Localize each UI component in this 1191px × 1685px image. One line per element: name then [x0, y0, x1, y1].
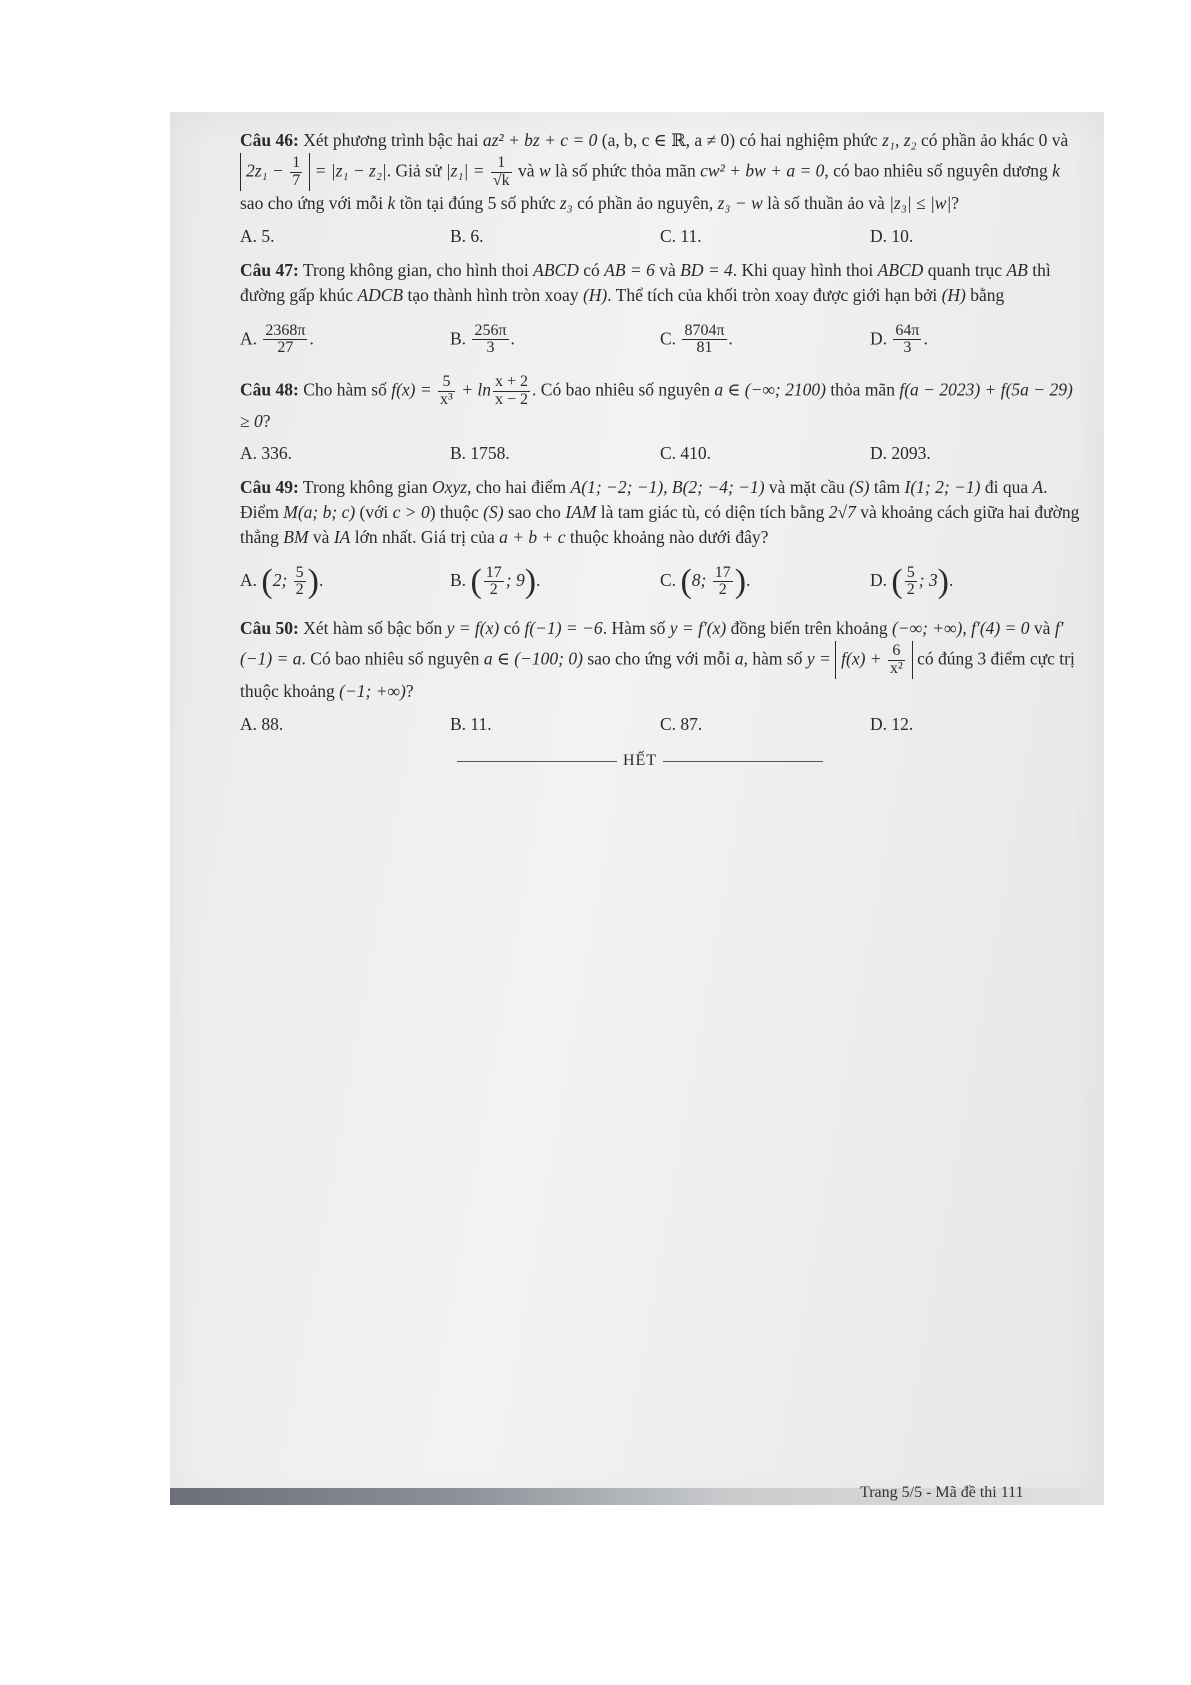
q48-text: Cho hàm số	[298, 379, 392, 400]
q49-text: đi qua	[980, 477, 1033, 498]
q49-option-a[interactable]	[240, 558, 450, 606]
q49-iam: IAM	[565, 502, 597, 523]
frac-den: 2	[906, 581, 915, 599]
frac-num: 6	[888, 643, 905, 661]
interval-left: 8;	[691, 569, 711, 590]
frac-den: 7	[292, 171, 301, 189]
q49-text: . Điểm	[240, 477, 1048, 523]
q47-adcb: ADCB	[357, 285, 404, 306]
q50-text: , hàm số	[743, 648, 807, 669]
q46-equation: az² + bz + c = 0	[482, 130, 598, 150]
q49-center: I(1; 2; −1)	[904, 477, 981, 498]
q46-text: Xét phương trình bậc hai	[303, 130, 483, 150]
q46-text: sao cho ứng với mỗi	[240, 193, 388, 214]
option-label: A.	[240, 327, 258, 348]
q50-text: đồng biến trên khoảng	[726, 617, 892, 638]
q47-text: thì đường gấp khúc	[240, 260, 1051, 306]
interval-right: ; 9	[505, 569, 525, 590]
q46-text: , có bao nhiêu số nguyên dương	[824, 160, 1053, 181]
option-label: D.	[870, 569, 888, 590]
q47-option-c[interactable]	[660, 323, 870, 358]
q46-option-b[interactable]: B. 6.	[450, 225, 484, 246]
question-48-title: Câu 48:	[240, 379, 299, 400]
paren-open: (	[891, 562, 903, 600]
frac-den: √k	[492, 171, 510, 189]
q49-a: A	[1032, 477, 1044, 498]
question-47	[240, 258, 1080, 308]
q50-abs-expression	[835, 641, 913, 680]
q47-a-fraction	[263, 323, 307, 358]
frac-num: 17	[714, 563, 731, 581]
q50-text: có đúng 3 điểm cực trị thuộc khoảng	[240, 648, 1075, 702]
q49-text: và khoảng cách giữa hai đường thẳng	[240, 502, 1080, 548]
q50-text: . Có bao nhiêu số nguyên	[301, 648, 484, 669]
q48-domain: a ∈ (−∞; 2100)	[714, 379, 826, 400]
q50-fprime-4: f′(4) = 0	[971, 617, 1030, 638]
q46-abs-left: 2z₁ −	[246, 160, 289, 181]
paren-close: )	[307, 562, 319, 600]
q50-options	[240, 708, 1080, 740]
q46-abs-z1: |z₁| =	[445, 160, 489, 181]
q49-sphere: (S)	[849, 477, 870, 498]
q50-option-b[interactable]: B. 11.	[450, 713, 492, 734]
q48-option-d[interactable]: D. 2093.	[870, 442, 931, 463]
q46-k: k	[1052, 160, 1060, 181]
paren-close: )	[524, 562, 537, 600]
q50-option-a[interactable]: A. 88.	[240, 713, 284, 734]
option-label: B.	[450, 569, 467, 590]
q50-yfprime: y = f′(x)	[669, 617, 727, 638]
q46-z3: z₃	[559, 193, 573, 214]
q47-option-d[interactable]	[870, 323, 1080, 358]
frac-den: 2	[489, 581, 498, 599]
q49-a-fraction	[294, 565, 306, 600]
q49-c-fraction	[713, 565, 733, 600]
question-50	[240, 616, 1080, 704]
frac-den: 2	[718, 581, 727, 599]
q49-m: M(a; b; c)	[283, 502, 356, 523]
q49-text: lớn nhất. Giá trị của	[350, 527, 500, 548]
q47-ab: AB = 6	[604, 260, 655, 281]
page-footer: Trang 5/5 - Mã đề thi 111	[860, 1484, 1024, 1501]
q46-abs-expression	[240, 153, 310, 192]
q47-options	[240, 312, 1080, 368]
q50-text: có	[499, 617, 525, 638]
option-label: C.	[660, 327, 677, 348]
q48-text: ?	[262, 410, 271, 431]
q50-text: Xét hàm số bậc bốn	[298, 617, 447, 638]
q47-text: . Khi quay hình thoi	[732, 260, 878, 281]
q46-option-a[interactable]: A. 5.	[240, 225, 275, 246]
q49-text: và mặt cầu	[764, 477, 850, 498]
option-dot: .	[923, 327, 928, 348]
q47-text: và	[654, 260, 681, 281]
q49-options	[240, 554, 1080, 610]
q48-ln: + ln	[456, 379, 492, 400]
q46-equation-4: z₃ − w	[717, 193, 763, 214]
end-rule-right	[663, 761, 823, 762]
q49-points: A(1; −2; −1), B(2; −4; −1)	[570, 477, 765, 498]
q49-oxyz: Oxyz	[432, 477, 468, 498]
q46-equation-2: = |z₁ − z₂|	[310, 160, 387, 181]
q46-equation-3: cw² + bw + a = 0	[700, 160, 825, 181]
q47-option-b[interactable]	[450, 323, 660, 358]
q48-ln-fraction	[493, 374, 530, 409]
q50-a: a	[734, 648, 744, 669]
option-dot: .	[309, 327, 314, 348]
option-dot: .	[746, 569, 751, 590]
q49-sum: a + b + c	[499, 527, 566, 548]
q48-fx: f(x) =	[391, 379, 437, 400]
q48-text: thỏa mãn	[825, 379, 900, 400]
frac-num: 1	[292, 153, 301, 171]
paren-close: )	[937, 562, 949, 600]
q46-text: và	[513, 160, 539, 181]
frac-num: 5	[438, 374, 455, 392]
q46-options	[240, 220, 1080, 252]
q47-text: tạo thành hình tròn xoay	[403, 285, 583, 306]
q46-text: có phần ảo nguyên,	[572, 193, 718, 214]
q46-equation-5: |z₃| ≤ |w|	[889, 193, 952, 214]
q50-option-c[interactable]: C. 87.	[660, 713, 703, 734]
q47-abcd: ABCD	[877, 260, 924, 281]
paren-open: (	[470, 562, 482, 600]
frac-den: 2	[295, 581, 304, 599]
question-46-title: Câu 46:	[240, 130, 299, 150]
q48-inequality: f(a − 2023) + f(5a − 29) ≥ 0	[240, 379, 1073, 431]
interval-right: ; 3	[918, 569, 938, 590]
q49-bm: BM	[283, 527, 309, 548]
q50-y: y =	[806, 648, 836, 669]
q48-text: . Có bao nhiêu số nguyên	[532, 379, 715, 400]
question-49-title: Câu 49:	[240, 477, 299, 498]
q50-fraction-6-x2	[888, 643, 905, 678]
paren-open: (	[261, 562, 273, 600]
end-rule-left	[457, 761, 617, 762]
option-dot: .	[728, 327, 733, 348]
q46-k: k	[387, 193, 396, 214]
question-50-title: Câu 50:	[240, 617, 299, 638]
q47-text: quanh trục	[923, 260, 1007, 281]
frac-num: 5	[906, 563, 915, 581]
q50-a-domain: a ∈ (−100; 0)	[483, 648, 583, 669]
q49-option-b[interactable]	[450, 558, 660, 606]
q47-abcd: ABCD	[533, 260, 579, 281]
frac-den: x³	[440, 390, 453, 408]
q47-d-fraction	[893, 323, 921, 358]
question-46	[240, 128, 1080, 216]
q46-option-c[interactable]: C. 11.	[660, 225, 702, 246]
q46-text: . Giả sử	[386, 160, 446, 181]
option-dot: .	[510, 327, 515, 348]
frac-den: 3	[903, 339, 912, 357]
exam-content	[240, 128, 1080, 773]
frac-num: 5	[295, 563, 304, 581]
q49-d-fraction	[905, 565, 917, 600]
q49-text: là tam giác tù, có diện tích bằng	[596, 502, 829, 523]
q46-option-d[interactable]: D. 10.	[870, 225, 914, 246]
q49-text: và	[308, 527, 334, 548]
frac-num: 2368π	[265, 321, 306, 339]
question-48	[240, 374, 1080, 433]
frac-num: 1	[491, 155, 512, 173]
end-marker	[220, 750, 1060, 773]
q49-text: thuộc khoảng nào dưới đây?	[565, 527, 769, 548]
frac-num: 8704π	[684, 321, 725, 339]
q48-option-b[interactable]: B. 1758.	[450, 442, 510, 463]
q49-sphere: (S)	[483, 502, 504, 523]
q50-abs-inner: f(x) +	[841, 648, 886, 669]
frac-den: 3	[486, 339, 495, 357]
q47-option-a[interactable]	[240, 323, 450, 358]
q49-ia: IA	[333, 527, 351, 548]
frac-den: x²	[889, 659, 903, 677]
q47-h: (H)	[941, 285, 966, 306]
q49-c: c > 0	[392, 502, 430, 523]
q50-text: và	[1029, 617, 1055, 638]
frac-num: 256π	[474, 321, 507, 339]
question-47-title: Câu 47:	[240, 260, 299, 281]
q49-text: (với	[355, 502, 393, 523]
option-dot: .	[536, 569, 541, 590]
q46-fraction-1-7	[290, 155, 302, 190]
q49-b-fraction	[484, 565, 504, 600]
q50-domain: (−∞; +∞)	[891, 617, 963, 638]
q46-text: là số thuần ảo và	[762, 193, 890, 214]
q46-fraction-1-sqrtk	[491, 155, 512, 190]
q50-text: sao cho ứng với mỗi	[582, 648, 735, 669]
frac-den: 81	[696, 339, 713, 357]
frac-den: 27	[277, 339, 294, 357]
q47-h: (H)	[582, 285, 608, 306]
q47-text: có	[578, 260, 605, 281]
q50-text: . Hàm số	[602, 617, 670, 638]
q49-option-d[interactable]	[870, 558, 1080, 606]
q49-text: ) thuộc	[429, 502, 484, 523]
q49-area: 2√7	[828, 502, 856, 523]
q48-option-c[interactable]: C. 410.	[660, 442, 712, 463]
q49-option-c[interactable]	[660, 558, 870, 606]
q47-axis: AB	[1006, 260, 1028, 281]
option-dot: .	[319, 569, 324, 590]
q47-bd: BD = 4	[680, 260, 733, 281]
q48-options	[240, 437, 1080, 469]
option-label: B.	[450, 327, 467, 348]
option-dot: .	[949, 569, 954, 590]
question-49	[240, 475, 1080, 550]
paren-close: )	[734, 562, 747, 600]
q46-text: tồn tại đúng 5 số phức	[395, 193, 560, 214]
q49-text: tâm	[869, 477, 905, 498]
q46-text: có phần ảo khác 0 và	[916, 130, 1069, 150]
q49-text: Trong không gian	[298, 477, 433, 498]
frac-num: 64π	[895, 321, 920, 339]
q48-option-a[interactable]: A. 336.	[240, 442, 293, 463]
option-label: D.	[870, 327, 888, 348]
q50-text: ,	[962, 617, 972, 638]
q49-text: sao cho	[503, 502, 566, 523]
q47-text: . Thể tích của khối tròn xoay được giới hạn bởi	[607, 285, 942, 306]
interval-left: 2;	[272, 569, 292, 590]
q50-range: (−1; +∞)	[339, 681, 406, 702]
q46-text: (a, b, c ∈ ℝ, a ≠ 0) có hai nghiệm phức	[597, 130, 883, 150]
q47-text: Trong không gian, cho hình thoi	[298, 260, 534, 281]
q46-w: w	[538, 160, 551, 181]
q47-b-fraction	[472, 323, 508, 358]
frac-num: x + 2	[495, 372, 529, 390]
q50-text: ?	[405, 681, 414, 702]
q46-roots: z₁, z₂	[882, 130, 917, 150]
frac-num: 17	[485, 563, 502, 581]
q50-yfx: y = f(x)	[446, 617, 500, 638]
option-label: C.	[660, 569, 677, 590]
q46-text: là số phức thỏa mãn	[550, 160, 701, 181]
q47-text: bằng	[965, 285, 1005, 306]
end-text: HẾT	[622, 752, 658, 770]
frac-den: x − 2	[495, 390, 529, 408]
q46-text: ?	[951, 193, 960, 214]
q50-fprime-minus-1: f′(−1) = a	[240, 617, 1064, 669]
q48-fraction-5-x3	[438, 374, 455, 409]
q50-option-d[interactable]: D. 12.	[870, 713, 914, 734]
q50-f-minus-1: f(−1) = −6	[524, 617, 603, 638]
q49-text: , cho hai điểm	[467, 477, 571, 498]
q47-c-fraction	[682, 323, 726, 358]
paren-open: (	[680, 562, 692, 600]
option-label: A.	[240, 569, 258, 590]
